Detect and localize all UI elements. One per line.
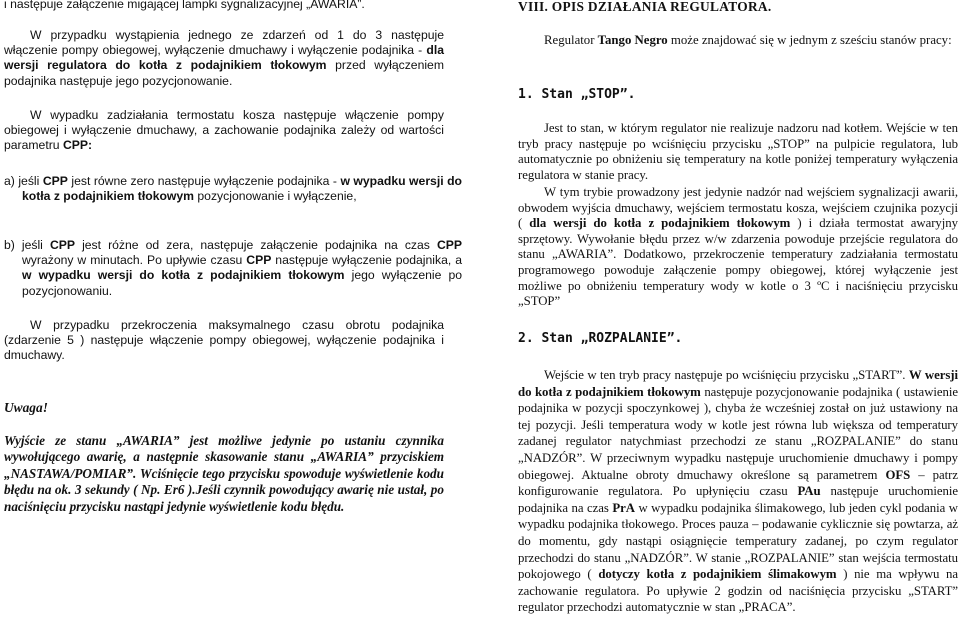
- warning-title: Uwaga!: [4, 400, 48, 415]
- state-ignition-paragraph: Wejście w ten tryb pracy następuje po wciśnięciu przycisku „START”. W wersji do kotła z podajnikiem tłokowym następuje pozycjonowanie podajnika ( ustawienie podajnika w pozycji spoczynkowej ), chyba że wcześniej został on już ustawiony na tej pozycji. Jeśli temperatura wody w kotle jest równa lub większa od temperatury zadanej regulator natychmiast przechodzi ze stanu „ROZPALANIE” do stanu „NADZÓR”. W przeciwnym wypadku następuje uruchomienie dmuchawy i pompy obiegowej. Aktualne obroty dmuchawy określone są parametrem OFS – patrz konfigurowanie regulatora. Po upłynięciu czasu PAu następuje uruchomienie podajnika na czas PrA w wypadku podajnika ślimakowego, lub jeden cykl podania w wypadku podajnika tłokowego. Proces pauza – podawanie cyklicznie się powtarza, aż do momentu, gdy nastąpi osiągnięcie temperatury zadanej, po czym regulator przechodzi do stanu „NADZÓR”. W stanie „ROZPALANIE” stan wejścia termostatu pokojowego ( dotyczy kotła z podajnikiem ślimakowym ) nie ma wpływu na zachowanie regulatora. Po upływie 2 godzin od naciśnięcia przycisku „START” regulator przechodzi automatycznie w stan „PRACA”.: [518, 368, 959, 615]
- intro-paragraph: Regulator Tango Negro może znajdować się w jednym z sześciu stanów pracy:: [544, 33, 952, 47]
- top-line: i następuje załączenie migającej lampki sygnalizacyjnej „AWARIA”.: [4, 0, 365, 11]
- list-item-a: a) jeśli CPP jest równe zero następuje wyłączenie podajnika - w wypadku wersji do kotła z podajnikiem tłokowym pozycjonowanie i wyłączenie,: [4, 174, 462, 204]
- paragraph-max-rotation-time: W przypadku przekroczenia maksymalnego czasu obrotu podajnika (zdarzenie 5 ) następuje włączenie pompy obiegowej, wyłączenie podajnika i dmuchawy.: [4, 318, 444, 363]
- list-item-b: b) jeśli CPP jest różne od zera, następuje załączenie podajnika na czas CPP wyrażony w minutach. Po upływie czasu CPP następuje wyłączenie podajnika, a w wypadku wersji do kotła z podajnikiem tłokowym jego wyłączenie po pozycjonowaniu.: [4, 238, 462, 298]
- state-stop-paragraph-1: Jest to stan, w którym regulator nie realizuje nadzoru nad kotłem. Wejście w ten tryb pracy następuje po wciśnięciu przycisku „STOP” na pulpicie regulatora, lub automatycznie po obniżeniu się temperatury na kotle poniżej temperatury wyłączenia regulatora w stanie pracy.: [518, 121, 958, 182]
- state-ignition-title: 2. Stan „ROZPALANIE”.: [518, 331, 683, 346]
- warning-text: Wyjście ze stanu „AWARIA” jest możliwe jedynie po ustaniu czynnika wywołującego awarię, a następnie skasowanie stanu „AWARIA” przyciskiem „NASTAWA/POMIAR”. Wciśnięcie tego przycisku spowoduje wyświetlenie kodu błędu na ok. 3 sekundy ( Np. Er6 ).Jeśli czynnik powodujący awarię nie ustał, po naciśnięciu przycisku nastąpi jedynie wyświetlenie kodu błędu.: [4, 433, 444, 514]
- state-stop-title: 1. Stan „STOP”.: [518, 87, 636, 102]
- paragraph-hopper-thermostat: W wypadku zadziałania termostatu kosza następuje włączenie pompy obiegowej i wyłączenie dmuchawy, a zachowanie podajnika zależy od wartości parametru CPP:: [4, 108, 444, 153]
- paragraph-alarm-events: W przypadku wystąpienia jednego ze zdarzeń od 1 do 3 następuje włączenie pompy obiegowej, wyłączenie dmuchawy i wyłączenie podajnika - dla wersji regulatora do kotła z podajnikiem tłokowym przed wyłączeniem podajnika następuje jego pozycjonowanie.: [4, 28, 444, 88]
- section-title: VIII. OPIS DZIAŁANIA REGULATORA.: [518, 0, 772, 14]
- state-stop-paragraph-2: W tym trybie prowadzony jest jedynie nadzór nad wejściem sygnalizacji awarii, obwodem wyjścia dmuchawy, wejściem termostatu kosza, wejściem czujnika pozycji ( dla wersji do kotła z podajnikiem tłokowym ) i działa termostat awaryjny sprzętowy. Wywołanie błędu przez w/w zdarzenia powoduje przejście regulatora do stanu „AWARIA”. Dodatkowo, przekroczenie temperatury zadziałania termostatu programowego powoduje załączenie pompy obiegowej, której wyłączenie jest możliwe po obniżeniu temperatury wody w kotle o 3 ºC i naciśnięciu przycisku „STOP”: [518, 185, 958, 309]
